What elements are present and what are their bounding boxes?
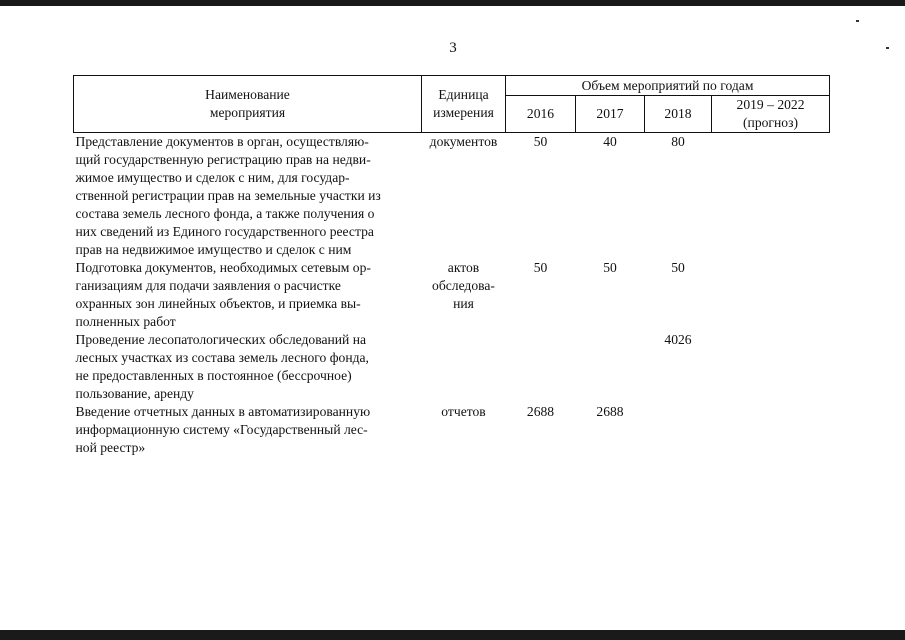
activity-name: Представление документов в орган, осуществляю- щий государственную регистрацию прав на недви- жимое имущество и сделок с ним, для государ- ственной регистрации прав на земельные участки из состава земель лесного фонда, а также получения о них сведений из Единого государственного реестра прав на недвижимое имущество и сделок с ним [75,134,381,257]
value-2017: 50 [603,260,617,275]
value-2017: 2688 [596,404,624,419]
unit-cell: отчетов [441,404,486,419]
value-2016: 50 [533,134,548,149]
value-2018 [645,403,712,457]
value-2017 [576,331,645,403]
unit-cell: актов обследова- ния [432,260,495,311]
value-2018: 80 [671,134,685,149]
page-number: 3 [449,40,457,56]
table-row [74,133,830,260]
header-year-2016: 2016 [506,96,576,133]
header-year-group: Объем мероприятий по годам [506,76,830,96]
header-activity-name: Наименование мероприятия [74,76,422,133]
activity-name: Проведение лесопатологических обследований на лесных участках из состава земель лесного фонда, не предоставленных в постоянное (бессрочное) пользование, аренду [75,332,369,401]
value-2018: 50 [671,260,685,275]
unit-cell [422,331,506,403]
value-2016: 50 [533,260,548,275]
scan-speck [886,47,889,49]
scan-speck [856,20,859,22]
value-forecast [712,403,830,457]
header-forecast: 2019 – 2022 (прогноз) [712,96,830,133]
table-row [74,403,830,457]
value-2016: 2688 [526,404,555,419]
table-row [74,259,830,331]
value-2016 [506,331,576,403]
table-row [74,331,830,403]
activities-table [73,75,830,457]
activity-name: Введение отчетных данных в автоматизированную информационную систему «Государственный лес- ной реестр» [75,404,371,455]
scan-edge-top [0,0,905,6]
header-unit: Единица измерения [422,76,506,133]
scan-edge-bottom [0,630,905,640]
value-forecast [712,259,830,331]
activity-name: Подготовка документов, необходимых сетевым ор- ганизациям для подачи заявления о расчистке охранных зон линейных объектов, и приемка вы- полненных работ [75,260,371,329]
header-year-2018: 2018 [645,96,712,133]
unit-cell: документов [429,134,498,149]
value-2018: 4026 [664,332,692,347]
value-2017: 40 [603,134,617,149]
value-forecast [712,133,830,260]
value-forecast [712,331,830,403]
header-year-2017: 2017 [576,96,645,133]
